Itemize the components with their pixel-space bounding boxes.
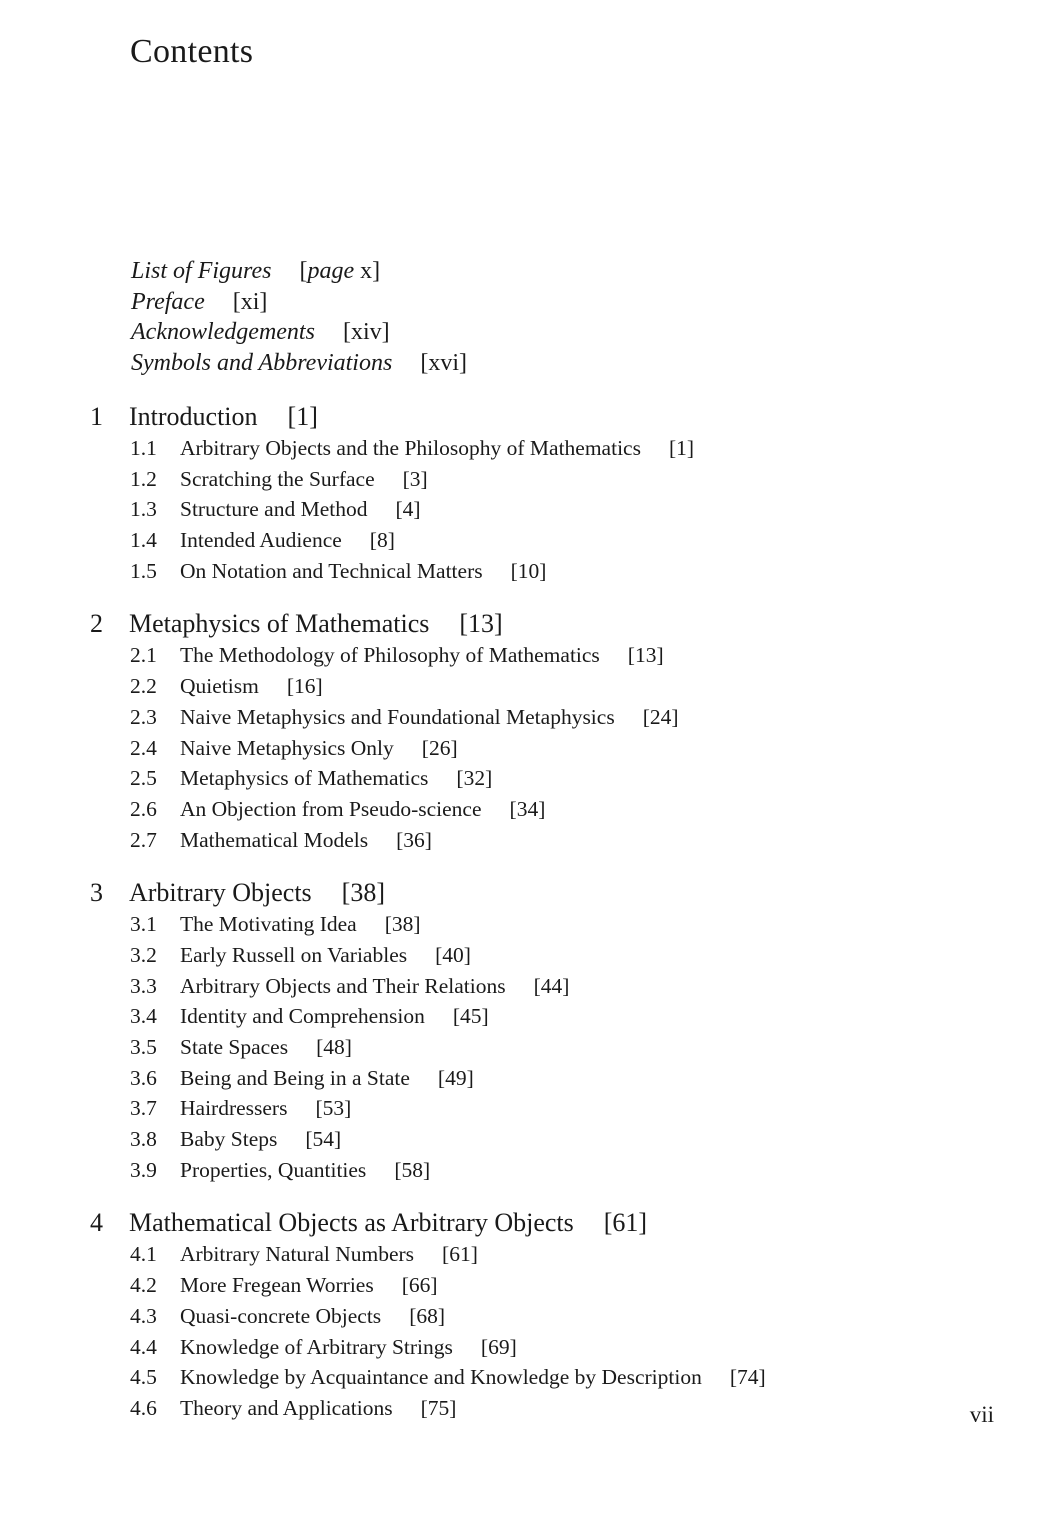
section-number: 3.4 [130, 1004, 157, 1029]
section-title [180, 940, 471, 971]
chapter-title-text: Introduction [129, 402, 258, 431]
page-reference: [page x] [299, 258, 381, 284]
section-title-text: Structure and Method [180, 497, 368, 522]
page-reference: [10] [510, 558, 547, 583]
page-ref-value: 26 [428, 735, 451, 760]
section-entry[interactable] [90, 494, 990, 525]
page-ref-value: x [360, 258, 373, 284]
page-ref-value: 74 [737, 1365, 759, 1390]
page-reference: [40] [435, 942, 471, 967]
chapter-title [129, 1206, 647, 1239]
section-title [180, 1393, 456, 1424]
chapter-block [90, 400, 990, 586]
page-ref-value: 44 [540, 973, 563, 998]
page-reference: [38] [384, 912, 421, 937]
section-entry[interactable] [90, 1362, 990, 1393]
section-number: 2.4 [130, 735, 157, 760]
page-reference: [44] [533, 973, 570, 998]
page-reference: [75] [420, 1395, 457, 1420]
page-ref-value: xi [240, 288, 260, 315]
section-title-text: Hairdressers [180, 1096, 288, 1121]
section-title [180, 825, 432, 856]
section-entry[interactable] [90, 825, 990, 856]
section-number: 1.4 [130, 528, 157, 553]
page-reference: [32] [456, 766, 493, 791]
page-ref-value: 54 [312, 1127, 335, 1152]
section-list [90, 433, 990, 586]
section-list [90, 640, 990, 855]
page-reference: [61] [442, 1242, 478, 1267]
page-reference: [49] [437, 1065, 474, 1090]
page-ref-value: 36 [403, 827, 425, 852]
section-entry[interactable] [90, 1001, 990, 1032]
section-title-text: The Motivating Idea [180, 912, 357, 937]
page-reference: [xi] [232, 288, 268, 315]
section-title [180, 494, 421, 525]
section-entry[interactable] [90, 1301, 990, 1332]
section-number: 3.7 [130, 1096, 157, 1121]
section-entry[interactable] [90, 671, 990, 702]
page-reference: [xvi] [420, 350, 467, 377]
chapter-title-text: Mathematical Objects as Arbitrary Objects [129, 1208, 574, 1238]
chapter-title [129, 607, 503, 640]
section-title [180, 1063, 474, 1094]
section-number: 3.9 [130, 1157, 157, 1182]
section-title-text: Quasi-concrete Objects [180, 1303, 382, 1328]
section-title [180, 1124, 341, 1155]
section-title [180, 909, 421, 940]
section-title [180, 1093, 351, 1124]
page-ref-value: 61 [612, 1208, 639, 1238]
section-number: 2.2 [130, 674, 157, 699]
page-ref-value: 58 [401, 1157, 423, 1182]
section-title [180, 1239, 478, 1270]
section-number: 3.1 [130, 912, 157, 937]
section-title [180, 640, 664, 671]
section-number: 2.3 [130, 704, 157, 729]
section-title-text: Metaphysics of Mathematics [180, 766, 429, 791]
front-matter-label: Symbols and Abbreviations [131, 350, 393, 377]
chapter-number: 2 [90, 609, 103, 639]
section-entry[interactable] [90, 640, 990, 671]
section-entry[interactable] [90, 1393, 990, 1424]
section-title-text: More Fregean Worries [180, 1273, 374, 1298]
chapter-title-text: Arbitrary Objects [129, 878, 312, 908]
chapter-block [90, 1206, 990, 1423]
front-matter-item[interactable] [131, 348, 467, 379]
section-title [180, 525, 395, 556]
page-reference: [53] [315, 1096, 352, 1121]
page-ref-value: 68 [416, 1303, 438, 1328]
section-title-text: Being and Being in a State [180, 1065, 410, 1090]
section-number: 1.2 [130, 466, 157, 491]
chapter-title [129, 876, 385, 909]
section-title-text: Baby Steps [180, 1127, 278, 1152]
chapter-heading[interactable] [90, 1206, 990, 1239]
section-number: 3.3 [130, 973, 157, 998]
section-title-text: Arbitrary Objects and the Philosophy of Mathematics [180, 436, 641, 460]
chapter-title-text: Metaphysics of Mathematics [129, 609, 430, 639]
page-reference: [68] [409, 1303, 446, 1328]
section-entry[interactable] [90, 971, 990, 1002]
section-number: 1.5 [130, 558, 157, 583]
section-title [180, 1362, 766, 1393]
section-entry[interactable] [90, 1032, 990, 1063]
page-reference: [45] [452, 1004, 489, 1029]
section-title-text: Early Russell on Variables [180, 942, 408, 967]
page-reference: [48] [316, 1035, 352, 1059]
chapter-number: 1 [90, 402, 103, 431]
chapter-number: 4 [90, 1208, 103, 1238]
page-ref-value: 69 [488, 1334, 510, 1359]
section-title-text: Arbitrary Natural Numbers [180, 1242, 415, 1267]
page-ref-value: 38 [350, 878, 377, 908]
section-title [180, 671, 323, 702]
section-title [180, 464, 428, 495]
page-number: vii [969, 1402, 994, 1427]
page-reference: [58] [394, 1157, 431, 1182]
section-title-text: Mathematical Models [180, 827, 369, 852]
page-reference: [38] [341, 878, 386, 908]
section-entry[interactable] [90, 1155, 990, 1186]
section-entry[interactable] [90, 909, 990, 940]
section-number: 3.5 [130, 1035, 157, 1059]
section-number: 4.6 [130, 1395, 157, 1420]
section-entry[interactable] [90, 556, 990, 587]
section-title-text: Knowledge of Arbitrary Strings [180, 1334, 453, 1359]
page-title: Contents [130, 33, 254, 70]
section-list [90, 1239, 990, 1423]
front-matter-label: Acknowledgements [131, 319, 315, 346]
chapter-heading[interactable] [90, 400, 990, 433]
page-reference: [61] [603, 1208, 648, 1238]
section-entry[interactable] [90, 464, 990, 495]
front-matter-item[interactable] [131, 287, 467, 318]
page-ref-value: 45 [460, 1004, 482, 1029]
page-ref-value: 1 [296, 402, 310, 431]
section-title [180, 702, 679, 733]
section-entry[interactable] [90, 1270, 990, 1301]
section-title-text: Quietism [180, 674, 259, 699]
section-number: 4.3 [130, 1303, 157, 1328]
section-title-text: Theory and Applications [180, 1395, 393, 1420]
section-title-text: Intended Audience [180, 528, 342, 553]
page-ref-value: 61 [449, 1242, 471, 1267]
section-entry[interactable] [90, 1239, 990, 1270]
section-entry[interactable] [90, 940, 990, 971]
section-number: 1.3 [130, 497, 157, 522]
page-reference: [66] [401, 1273, 438, 1298]
section-title-text: Arbitrary Objects and Their Relations [180, 973, 506, 998]
section-title [180, 556, 546, 587]
page-ref-value: 16 [294, 674, 316, 699]
page-ref-value: 34 [516, 796, 539, 821]
page-ref-value: 3 [409, 466, 421, 491]
page-reference: [13] [627, 643, 664, 668]
chapter-heading[interactable] [90, 607, 990, 640]
page-ref-value: 4 [402, 497, 414, 522]
page-ref-value: 1 [676, 436, 687, 460]
chapter-number: 3 [90, 878, 103, 908]
section-entry[interactable] [90, 1093, 990, 1124]
section-number: 4.4 [130, 1334, 157, 1359]
section-title [180, 763, 492, 794]
section-title-text: Knowledge by Acquaintance and Knowledge by Description [180, 1365, 702, 1390]
page-ref-value: 75 [427, 1395, 450, 1420]
section-number: 2.5 [130, 766, 157, 791]
table-of-contents [90, 400, 990, 1445]
front-matter-list [131, 256, 467, 379]
section-title [180, 794, 545, 825]
section-title-text: State Spaces [180, 1035, 289, 1059]
page-ref-value: 24 [649, 704, 672, 729]
section-title [180, 733, 458, 764]
section-number: 3.6 [130, 1065, 157, 1090]
page-reference: [54] [305, 1127, 342, 1152]
section-title [180, 1301, 445, 1332]
chapter-title [129, 400, 318, 433]
page-reference: [3] [402, 466, 428, 491]
section-title-text: Properties, Quantities [180, 1157, 367, 1182]
page-ref-value: 8 [376, 528, 388, 553]
page-ref-value: 66 [408, 1273, 431, 1298]
section-entry[interactable] [90, 525, 990, 556]
page-reference: [16] [286, 674, 323, 699]
section-entry[interactable] [90, 763, 990, 794]
page-reference: [34] [509, 796, 546, 821]
section-title [180, 1155, 430, 1186]
section-title [180, 1270, 438, 1301]
section-title-text: Naive Metaphysics and Foundational Metaphysics [180, 704, 615, 729]
section-entry[interactable] [90, 794, 990, 825]
page-ref-value: 10 [517, 558, 540, 583]
front-matter-item[interactable] [131, 317, 467, 348]
section-title-text: Identity and Comprehension [180, 1004, 425, 1029]
chapter-block [90, 607, 990, 855]
section-entry[interactable] [90, 702, 990, 733]
section-title [180, 1332, 517, 1363]
page-ref-value: xvi [428, 350, 459, 377]
page-ref-value: 13 [468, 609, 495, 639]
page-reference: [69] [480, 1334, 517, 1359]
section-number: 2.1 [130, 643, 157, 668]
page-ref-value: 49 [445, 1065, 467, 1090]
section-number: 1.1 [130, 436, 157, 460]
page-reference: [74] [729, 1365, 766, 1390]
section-number: 3.8 [130, 1127, 157, 1152]
section-title-text: Naive Metaphysics Only [180, 735, 394, 760]
section-title [180, 1001, 489, 1032]
front-matter-item[interactable] [131, 256, 467, 287]
page-ref-value: 38 [391, 912, 414, 937]
section-title [180, 971, 569, 1002]
section-title-text: An Objection from Pseudo-science [180, 796, 482, 821]
chapter-heading[interactable] [90, 876, 990, 909]
section-entry[interactable] [90, 1063, 990, 1094]
section-title-text: Scratching the Surface [180, 466, 375, 491]
page-reference: [13] [459, 609, 503, 639]
section-number: 4.1 [130, 1242, 157, 1267]
page-reference: [24] [642, 704, 679, 729]
page-reference: [1] [287, 402, 318, 431]
section-entry[interactable] [90, 1124, 990, 1155]
section-number: 4.5 [130, 1365, 157, 1390]
section-title [180, 1032, 352, 1063]
page-prefix: page [307, 258, 355, 284]
section-entry[interactable] [90, 433, 990, 464]
section-number: 3.2 [130, 942, 157, 967]
section-entry[interactable] [90, 1332, 990, 1363]
page-reference: [26] [421, 735, 458, 760]
section-entry[interactable] [90, 733, 990, 764]
page-reference: [xiv] [342, 319, 390, 346]
page-ref-value: 32 [463, 766, 486, 791]
page-reference: [1] [668, 436, 695, 460]
section-number: 2.7 [130, 827, 157, 852]
chapter-block [90, 876, 990, 1185]
page-ref-value: 40 [442, 942, 464, 967]
page-ref-value: 13 [634, 643, 657, 668]
section-title-text: On Notation and Technical Matters [180, 558, 483, 583]
page-reference: [8] [369, 528, 395, 553]
section-title-text: The Methodology of Philosophy of Mathematics [180, 643, 600, 668]
page-reference: [4] [395, 497, 421, 522]
section-number: 4.2 [130, 1273, 157, 1298]
page-ref-value: xiv [350, 319, 382, 346]
page-ref-value: 48 [323, 1035, 345, 1059]
page-reference: [36] [396, 827, 432, 852]
front-matter-label: Preface [131, 288, 205, 315]
page-ref-value: 53 [322, 1096, 345, 1121]
front-matter-label: List of Figures [131, 258, 272, 284]
section-list [90, 909, 990, 1185]
section-title [180, 433, 694, 464]
section-number: 2.6 [130, 796, 157, 821]
